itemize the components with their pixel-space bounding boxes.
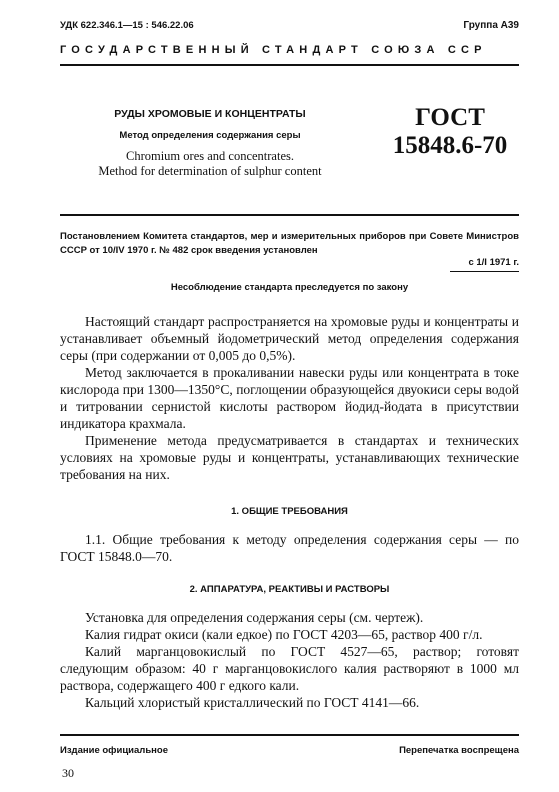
intro-paragraph-2: Метод заключается в прокаливании навески руды или концентрата в токе кислорода при 1300—1350°С, поглощении образующейся двуокиси серы водой и титровании сернистой кислоты раствором йодид-йодата в присутствии индикатора крахмала. [60,365,519,431]
section-2-paragraph-2: Калия гидрат окиси (кали едкое) по ГОСТ 4203—65, раствор 400 г/л. [85,627,483,642]
decree-date: с 1/I 1971 г. [468,257,519,268]
date-underline [450,271,519,272]
gost-label: ГОСТ [415,104,485,131]
gost-designation [380,104,520,160]
title-rule [60,214,519,216]
english-title [60,149,360,179]
section-2-paragraph-3: Калий марганцовокислый по ГОСТ 4527—65, раствор; готовят следующим образом: 40 г марганцовокислого калия растворяют в 1000 мл раствора, содержащего 400 г едкого кали. [60,644,519,693]
gost-number: 15848.6-70 [392,132,508,159]
group-code: Группа А39 [463,20,519,31]
section-2-paragraph-1: Установка для определения содержания серы (см. чертеж). [85,610,424,625]
udk-code: УДК 622.346.1—15 : 546.22.06 [60,20,194,31]
section-2-heading: 2. АППАРАТУРА, РЕАКТИВЫ И РАСТВОРЫ [189,584,390,595]
official-edition-note: Издание официальное [60,745,168,756]
section-1-heading: 1. ОБЩИЕ ТРЕБОВАНИЯ [231,506,348,517]
section-2-text [60,609,519,711]
page-number: 30 [62,766,74,780]
header-rule [60,64,519,66]
title-block [60,108,360,179]
russian-title: РУДЫ ХРОМОВЫЕ И КОНЦЕНТРАТЫ [114,108,306,120]
reprint-prohibited-note: Перепечатка воспрещена [399,745,519,756]
law-notice: Несоблюдение стандарта преследуется по закону [170,282,409,293]
english-title-line1: Chromium ores and concentrates. [125,149,294,163]
section-1-text [60,531,519,565]
intro-paragraph-3: Применение метода предусматривается в стандартах и технических условиях на хромовые руды и концентраты, устанавливающих технические требования на них. [60,433,519,482]
intro-text [60,313,519,483]
intro-paragraph-1: Настоящий стандарт распространяется на хромовые руды и концентраты и устанавливает объемный йодометрический метод определения содержания серы (при содержании от 0,005 до 0,5%). [60,314,519,363]
decree-text: Постановлением Комитета стандартов, мер и измерительных приборов при Совете Министров СССР от 10/IV 1970 г. № 482 срок введения установлен [60,231,519,256]
english-title-line2: Method for determination of sulphur content [98,164,322,178]
russian-subtitle: Метод определения содержания серы [119,130,301,141]
footer-rule [60,734,519,736]
state-standard-banner: ГОСУДАРСТВЕННЫЙ СТАНДАРТ СОЮЗА ССР [60,44,487,56]
section-1-paragraph-1: 1.1. Общие требования к методу определения содержания серы — по ГОСТ 15848.0—70. [60,532,519,564]
section-2-paragraph-4: Кальций хлористый кристаллический по ГОСТ 4141—66. [85,695,420,710]
